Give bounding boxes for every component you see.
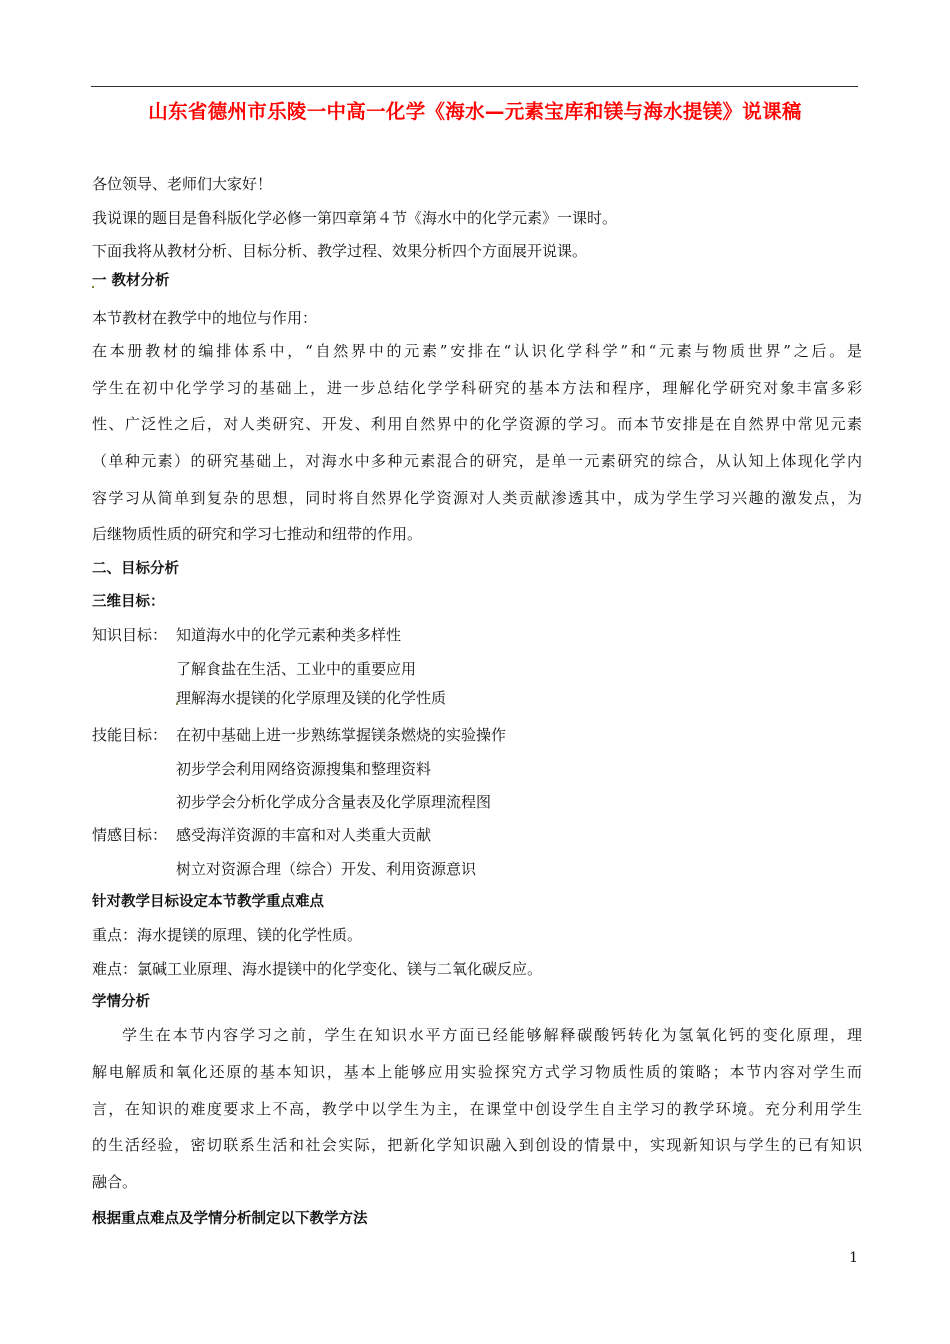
paragraph-line: （单种元素）的研究基础上，对海水中多种元素混合的研究，是单一元素研究的综合，从认知上体现化学内 (92, 452, 862, 470)
document-title: 山东省德州市乐陵一中高一化学《海水—元素宝库和镁与海水提镁》说课稿 (148, 100, 802, 123)
difficulty: 难点：氯碱工业原理、海水提镁中的化学变化、镁与二氧化碳反应。 (92, 960, 543, 978)
greeting: 各位领导、老师们大家好！ (92, 175, 273, 193)
student-paragraph-line: 融合。 (92, 1173, 138, 1191)
section2-heading: 二、目标分析 (92, 561, 179, 577)
knowledge-item: 理解海水提镁的化学原理及镁的化学性质 (176, 689, 447, 707)
skill-item: 初步学会利用网络资源搜集和整理资料 (176, 760, 432, 778)
student-paragraph-line: 言，在知识的难度要求上不高，教学中以学生为主，在课堂中创设学生自主学习的教学环境。充分利用学生 (92, 1100, 862, 1118)
key-point: 重点：海水提镁的原理、镁的化学性质。 (92, 926, 363, 944)
topic-line: 我说课的题目是鲁科版化学必修一第四章第４节《海水中的化学元素》一课时。 (92, 209, 618, 227)
student-paragraph-line: 的生活经验，密切联系生活和社会实际，把新化学知识融入到创设的情景中，实现新知识与学生的已有知识 (92, 1136, 862, 1154)
page-number: 1 (849, 1250, 858, 1266)
role-label: 本节教材在教学中的地位与作用： (92, 309, 318, 327)
student-paragraph-line: 解电解质和氧化还原的基本知识，基本上能够应用实验探究方式学习物质性质的策略；本节内容对学生而 (92, 1063, 862, 1081)
key-heading: 针对教学目标设定本节教学重点难点 (92, 894, 324, 910)
emotion-item: 树立对资源合理（综合）开发、利用资源意识 (176, 860, 477, 878)
emotion-item: 感受海洋资源的丰富和对人类重大贡献 (176, 826, 432, 844)
section1-heading: 一 教材分析 (92, 273, 170, 289)
top-rule (91, 86, 858, 87)
student-heading: 学情分析 (92, 994, 150, 1010)
emotion-label: 情感目标： (92, 826, 168, 844)
knowledge-label: 知识目标： (92, 626, 168, 644)
outline-line: 下面我将从教材分析、目标分析、教学过程、效果分析四个方面展开说课。 (92, 242, 588, 260)
paragraph-line: 容学习从简单到复杂的思想，同时将自然界化学资源对人类贡献渗透其中，成为学生学习兴趣的激发点，为 (92, 489, 862, 507)
paragraph-line: 性、广泛性之后，对人类研究、开发、利用自然界中的化学资源的学习。而本节安排是在自然界中常见元素 (92, 415, 862, 433)
goals-heading: 三维目标： (92, 594, 165, 610)
method-heading: 根据重点难点及学情分析制定以下教学方法 (92, 1211, 368, 1227)
student-paragraph-line: 学生在本节内容学习之前，学生在知识水平方面已经能够解释碳酸钙转化为氢氧化钙的变化原理，理 (122, 1026, 862, 1044)
skill-label: 技能目标： (92, 726, 168, 744)
skill-item: 在初中基础上进一步熟练掌握镁条燃烧的实验操作 (176, 726, 507, 744)
paragraph-line: 在本册教材的编排体系中，“自然界中的元素”安排在“认识化学科学”和“元素与物质世界”之后。是 (92, 342, 862, 360)
knowledge-item: 了解食盐在生活、工业中的重要应用 (176, 660, 417, 678)
paragraph-line: 学生在初中化学学习的基础上，进一步总结化学学科研究的基本方法和程序，理解化学研究对象丰富多彩 (92, 379, 862, 397)
skill-item: 初步学会分析化学成分含量表及化学原理流程图 (176, 793, 492, 811)
paragraph-line: 后继物质性质的研究和学习七推动和纽带的作用。 (92, 525, 423, 543)
knowledge-item: 知道海水中的化学元素种类多样性 (176, 626, 402, 644)
